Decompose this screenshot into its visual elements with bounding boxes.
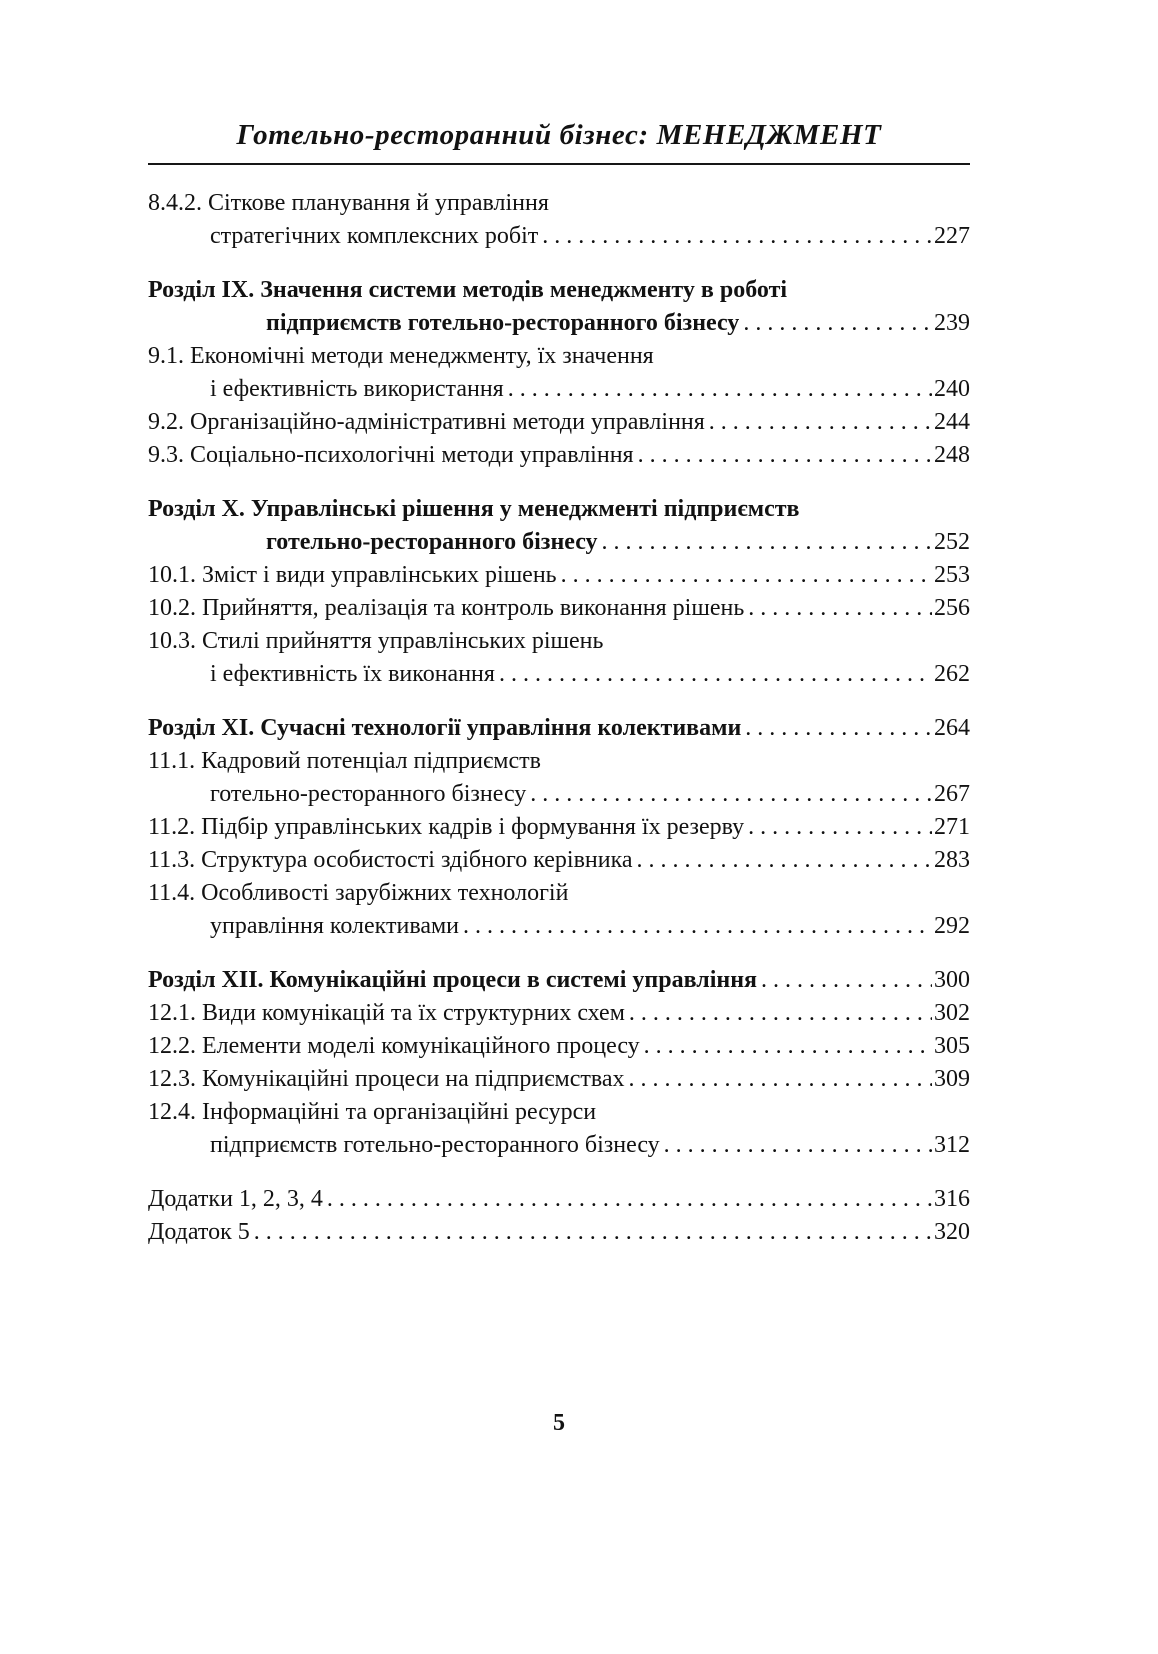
toc-item-entry [148,1096,970,1162]
toc-item-entry [148,559,970,592]
toc-line-text: готельно-ресторанного бізнесу [266,529,598,555]
toc-line-text: 9.3. Соціально-психологічні методи управління [148,442,634,468]
toc-page-number: 292 [934,913,970,939]
toc-line-text: 9.2. Організаційно-адміністративні методи управління [148,409,705,435]
toc-line-text: 10.3. Стилі прийняття управлінських рішень [148,628,604,654]
toc-line-text: 10.2. Прийняття, реалізація та контроль виконання рішень [148,595,745,621]
toc-page-number: 302 [934,1000,970,1026]
toc-line [148,1030,970,1063]
toc-line-text: 11.3. Структура особистості здібного керівника [148,847,633,873]
toc-item-entry [148,1216,970,1249]
dot-leader [254,1216,932,1249]
toc-line [148,559,970,592]
toc-line-text: Додатки 1, 2, 3, 4 [148,1186,323,1212]
toc-page-number: 252 [934,529,970,555]
toc-line-text: 11.4. Особливості зарубіжних технологій [148,880,569,906]
running-head [148,118,970,152]
toc-item-entry [148,1063,970,1096]
book-title: Готельно-ресторанний бізнес: МЕНЕДЖМЕНТ [236,119,882,151]
toc-line [148,964,970,997]
toc-line-text: готельно-ресторанного бізнесу [210,781,527,807]
toc-line-text: Розділ X. Управлінські рішення у менеджменті підприємств [148,496,800,522]
toc-line-text: і ефективність використання [210,376,504,402]
toc-line-text: Додаток 5 [148,1219,250,1245]
toc-page-number: 271 [934,814,970,840]
toc-list [148,187,970,1249]
toc-page-number: 305 [934,1033,970,1059]
toc-page-number: 267 [934,781,970,807]
dot-leader [530,778,932,811]
dot-leader [644,1030,932,1063]
toc-item-entry [148,406,970,439]
toc-line [148,187,970,220]
toc-chapter-entry [148,712,970,745]
toc-page-number: 256 [934,595,970,621]
toc-item-entry [148,187,970,253]
toc-chapter-entry [148,274,970,340]
toc-line-text: 8.4.2. Сіткове планування й управління [148,190,549,216]
toc-line-text: 11.2. Підбір управлінських кадрів і формування їх резерву [148,814,745,840]
toc-line [148,1063,970,1096]
toc-page-number: 239 [934,310,970,336]
toc-line [148,307,970,340]
dot-leader [602,526,932,559]
toc-line-text: підприємств готельно-ресторанного бізнесу [210,1132,660,1158]
toc-line [148,1216,970,1249]
dot-leader [542,220,932,253]
toc-line-text: 9.1. Економічні методи менеджменту, їх значення [148,343,654,369]
toc-line [148,997,970,1030]
toc-line [148,493,970,526]
toc-line-text: Розділ XII. Комунікаційні процеси в системі управління [148,967,758,993]
toc-page-number: 227 [934,223,970,249]
toc-item-entry [148,844,970,877]
toc-line [148,439,970,472]
toc-line [148,592,970,625]
header-rule [148,163,970,165]
toc-line [148,778,970,811]
dot-leader [499,658,932,691]
toc-item-entry [148,625,970,691]
toc-page-number: 316 [934,1186,970,1212]
toc-line-text: управління колективами [210,913,460,939]
page-content [148,118,970,1249]
toc-item-entry [148,439,970,472]
toc-line [148,844,970,877]
toc-chapter-entry [148,964,970,997]
toc-line-text: Розділ IX. Значення системи методів менеджменту в роботі [148,277,788,303]
toc-line [148,625,970,658]
toc-line-text: 10.1. Зміст і види управлінських рішень [148,562,557,588]
toc-line [148,811,970,844]
toc-line [148,910,970,943]
dot-leader [743,307,932,340]
toc-line-text: 12.4. Інформаційні та організаційні ресурси [148,1099,597,1125]
toc-line [148,1183,970,1216]
toc-chapter-entry [148,493,970,559]
toc-line-text: Розділ XI. Сучасні технології управління колективами [148,715,742,741]
dot-leader [327,1183,932,1216]
toc-page-number: 253 [934,562,970,588]
toc-line-text: підприємств готельно-ресторанного бізнесу [266,310,740,336]
toc-page-number: 320 [934,1219,970,1245]
toc-item-entry [148,1030,970,1063]
toc-item-entry [148,1183,970,1216]
dot-leader [709,406,932,439]
toc-line [148,526,970,559]
toc-line [148,274,970,307]
toc-item-entry [148,745,970,811]
toc-page-number: 300 [934,967,970,993]
toc-page-number: 264 [934,715,970,741]
dot-leader [629,997,932,1030]
toc-line [148,340,970,373]
toc-item-entry [148,592,970,625]
dot-leader [761,964,932,997]
toc-item-entry [148,997,970,1030]
dot-leader [748,811,932,844]
toc-line-text: 12.2. Елементи моделі комунікаційного процесу [148,1033,640,1059]
toc-page-number: 283 [934,847,970,873]
dot-leader [637,844,932,877]
toc-item-entry [148,877,970,943]
toc-line-text: 11.1. Кадровий потенціал підприємств [148,748,541,774]
toc-line [148,406,970,439]
page-number: 5 [553,1410,565,1436]
toc-line-text: 12.1. Види комунікацій та їх структурних схем [148,1000,625,1026]
toc-line-text: стратегічних комплексних робіт [210,223,539,249]
toc-line [148,220,970,253]
toc-line-text: і ефективність їх виконання [210,661,495,687]
toc-line [148,712,970,745]
toc-line [148,877,970,910]
toc-line [148,658,970,691]
toc-page-number: 309 [934,1066,970,1092]
toc-item-entry [148,811,970,844]
dot-leader [664,1129,932,1162]
toc-page-number: 262 [934,661,970,687]
toc-line [148,373,970,406]
toc-page-number: 244 [934,409,970,435]
toc-item-entry [148,340,970,406]
toc-line-text: 12.3. Комунікаційні процеси на підприємствах [148,1066,625,1092]
dot-leader [745,712,932,745]
dot-leader [508,373,932,406]
dot-leader [561,559,932,592]
dot-leader [638,439,932,472]
toc-line [148,1096,970,1129]
toc-line [148,745,970,778]
dot-leader [748,592,932,625]
dot-leader [629,1063,932,1096]
toc-page-number: 248 [934,442,970,468]
toc-page-number: 312 [934,1132,970,1158]
toc-line [148,1129,970,1162]
dot-leader [463,910,932,943]
toc-page-number: 240 [934,376,970,402]
